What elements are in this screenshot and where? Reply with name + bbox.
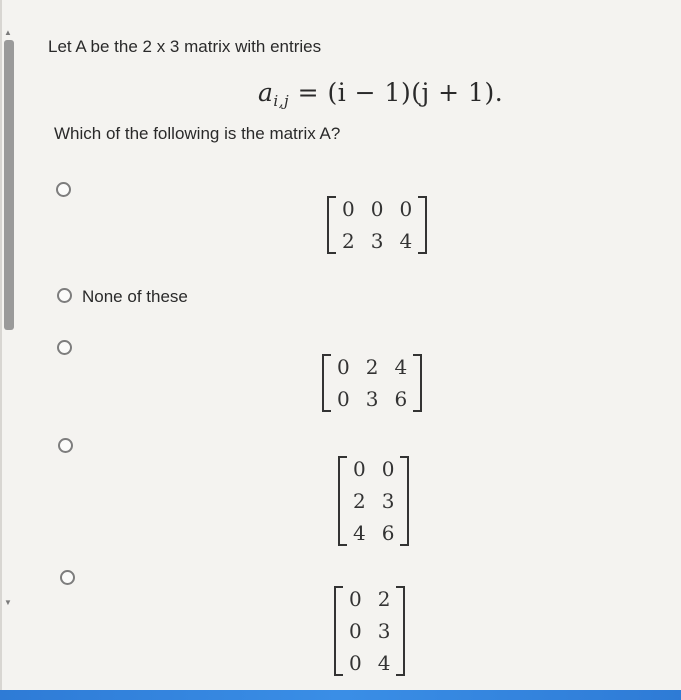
formula-rhs: = (i − 1)(j + 1). xyxy=(289,78,504,107)
scrollbar-thumb[interactable] xyxy=(4,40,14,330)
option-4-radio[interactable] xyxy=(58,438,73,453)
option-3-radio[interactable] xyxy=(57,340,72,355)
matrix-cell: 0 xyxy=(381,457,395,481)
matrix-grid xyxy=(336,196,418,254)
matrix-left-bracket xyxy=(334,586,343,676)
matrix-cell: 0 xyxy=(370,197,384,221)
matrix-cell: 2 xyxy=(365,355,379,379)
matrix-cell: 6 xyxy=(394,387,408,411)
scroll-down-icon[interactable]: ▼ xyxy=(4,598,12,607)
matrix-cell: 2 xyxy=(377,587,391,611)
matrix-cell: 4 xyxy=(399,229,413,253)
option-1-matrix xyxy=(327,196,427,254)
matrix-grid xyxy=(331,354,413,412)
matrix-right-bracket xyxy=(396,586,405,676)
window-edge xyxy=(0,0,2,700)
question-text: Which of the following is the matrix A? xyxy=(54,124,341,143)
option-2-radio[interactable] xyxy=(57,288,72,303)
matrix-cell: 2 xyxy=(342,229,355,253)
matrix-cell: 0 xyxy=(349,587,362,611)
option-2-label[interactable]: None of these xyxy=(82,287,188,306)
matrix-cell: 3 xyxy=(377,619,391,643)
matrix-cell: 0 xyxy=(337,387,350,411)
formula-subscript: i,j xyxy=(273,92,290,110)
matrix-cell: 3 xyxy=(365,387,379,411)
matrix-cell: 4 xyxy=(394,355,408,379)
matrix-left-bracket xyxy=(322,354,331,412)
matrix-left-bracket xyxy=(338,456,347,546)
matrix-cell: 0 xyxy=(399,197,413,221)
matrix-cell: 0 xyxy=(342,197,355,221)
matrix-cell: 3 xyxy=(381,489,395,513)
matrix-cell: 2 xyxy=(353,489,366,513)
matrix-cell: 6 xyxy=(381,521,395,545)
matrix-entry-formula xyxy=(258,78,503,110)
matrix-cell: 4 xyxy=(377,651,391,675)
matrix-cell: 4 xyxy=(353,521,366,545)
matrix-grid xyxy=(347,456,400,546)
option-4-matrix xyxy=(338,456,409,546)
taskbar-strip xyxy=(0,690,681,700)
matrix-left-bracket xyxy=(327,196,336,254)
scroll-up-icon[interactable]: ▲ xyxy=(4,28,12,37)
option-5-matrix xyxy=(334,586,405,676)
matrix-right-bracket xyxy=(413,354,422,412)
matrix-cell: 0 xyxy=(353,457,366,481)
formula-lhs: a xyxy=(258,78,274,107)
matrix-cell: 0 xyxy=(349,619,362,643)
matrix-cell: 0 xyxy=(337,355,350,379)
question-prompt: Let A be the 2 x 3 matrix with entries xyxy=(48,37,322,56)
option-1-radio[interactable] xyxy=(56,182,71,197)
matrix-cell: 0 xyxy=(349,651,362,675)
matrix-right-bracket xyxy=(418,196,427,254)
option-5-radio[interactable] xyxy=(60,570,75,585)
matrix-cell: 3 xyxy=(370,229,384,253)
matrix-grid xyxy=(343,586,396,676)
matrix-right-bracket xyxy=(400,456,409,546)
option-3-matrix xyxy=(322,354,422,412)
